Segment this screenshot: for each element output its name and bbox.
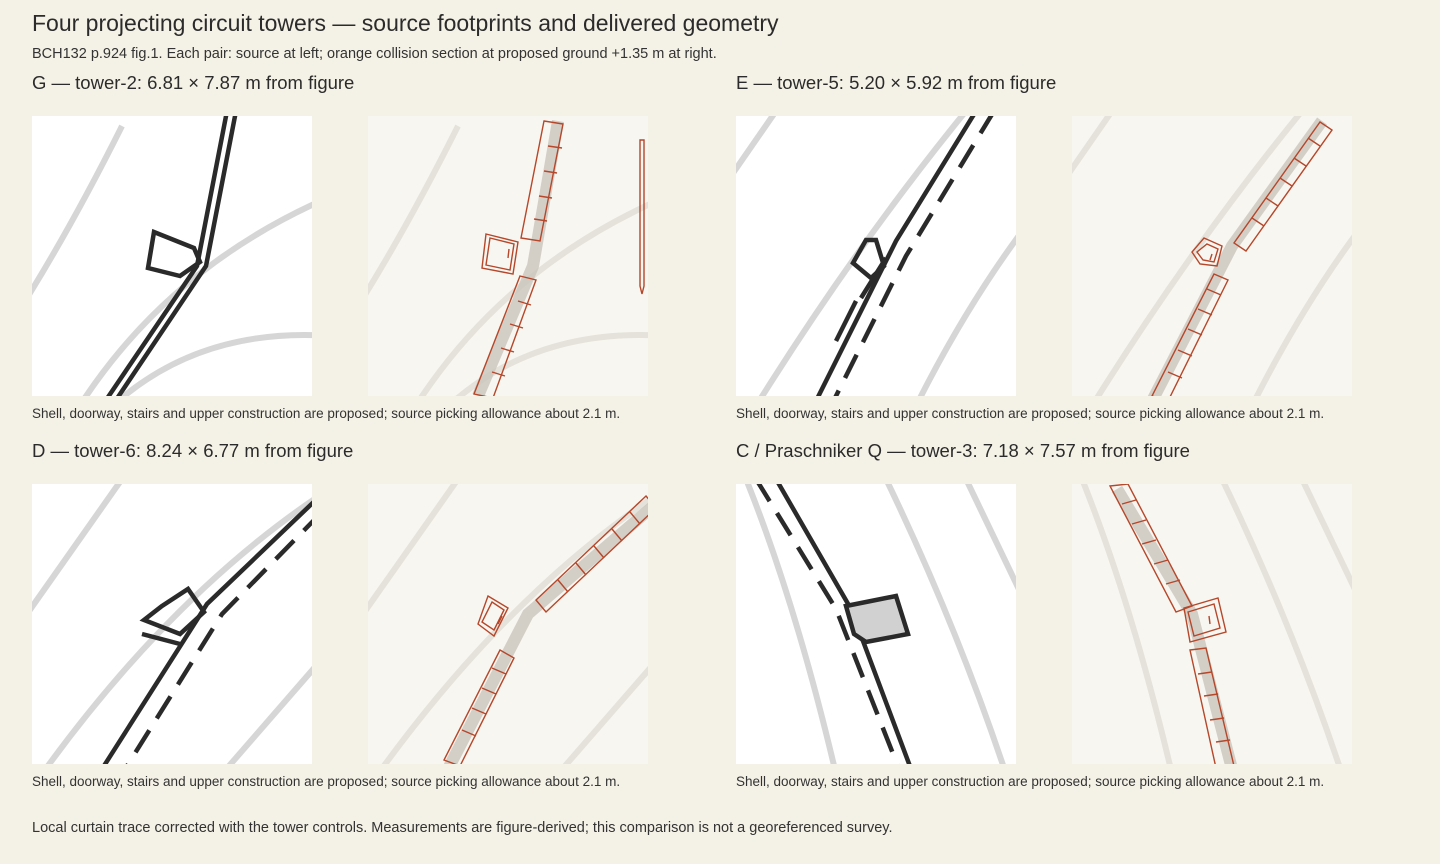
contour-lines xyxy=(32,126,312,396)
panel-note: Shell, doorway, stairs and upper construction are proposed; source picking allowance about 2.1 m. xyxy=(32,774,621,789)
source-footprint xyxy=(32,484,312,764)
delivered-geometry xyxy=(368,484,648,764)
panel-label: G — tower-2: 6.81 × 7.87 m from figure xyxy=(32,72,355,93)
panel-note: Shell, doorway, stairs and upper construction are proposed; source picking allowance about 2.1 m. xyxy=(32,406,621,421)
source-footprint xyxy=(32,116,312,396)
delivered-geometry xyxy=(368,116,648,396)
panel-label: C / Praschniker Q — tower-3: 7.18 × 7.57 m from figure xyxy=(736,440,1190,461)
panel-label: D — tower-6: 8.24 × 6.77 m from figure xyxy=(32,440,354,461)
panel-label: E — tower-5: 5.20 × 5.92 m from figure xyxy=(736,72,1057,93)
source-footprint xyxy=(736,116,1016,396)
panel-note: Shell, doorway, stairs and upper construction are proposed; source picking allowance about 2.1 m. xyxy=(736,774,1325,789)
page-subtitle: BCH132 p.924 fig.1. Each pair: source at left; orange collision section at proposed ground +1.35 m at right. xyxy=(32,46,717,62)
delivered-geometry xyxy=(1072,484,1352,764)
footer-note: Local curtain trace corrected with the tower controls. Measurements are figure-derived; this comparison is not a georeferenced survey. xyxy=(32,820,893,836)
delivered-geometry xyxy=(1072,116,1352,396)
panel-note: Shell, doorway, stairs and upper construction are proposed; source picking allowance about 2.1 m. xyxy=(736,406,1325,421)
page-title: Four projecting circuit towers — source footprints and delivered geometry xyxy=(32,10,779,36)
source-footprint xyxy=(736,484,1016,764)
